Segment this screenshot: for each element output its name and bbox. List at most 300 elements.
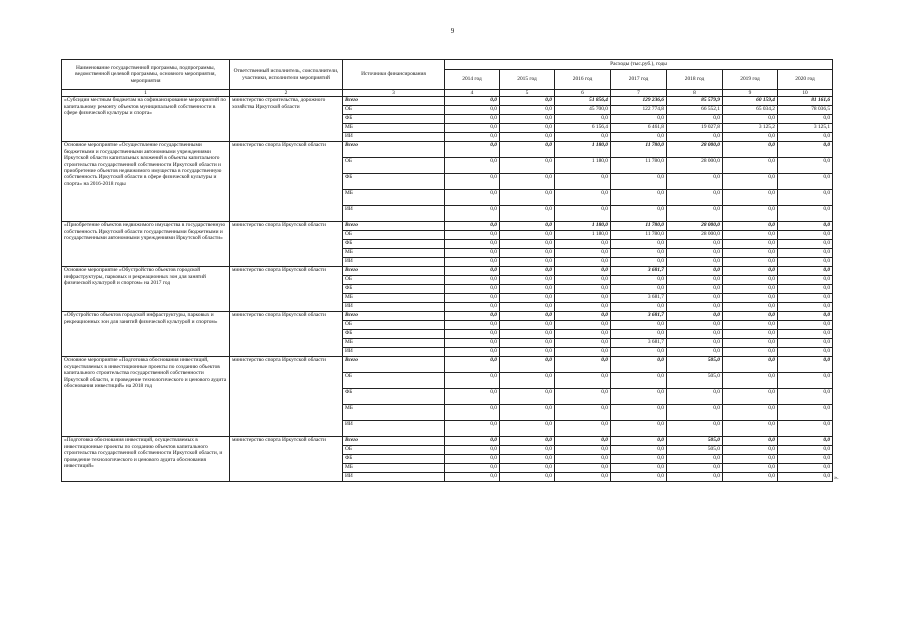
- expense-value: 0,0: [500, 421, 555, 437]
- funding-source: ФБ: [343, 285, 445, 294]
- expense-value: 0,0: [778, 473, 833, 482]
- expense-value: 0,0: [500, 330, 555, 339]
- expense-value: 0,0: [500, 405, 555, 421]
- expense-value: 11 780,0: [611, 222, 667, 231]
- expense-value: 0,0: [555, 357, 611, 373]
- funding-source: Всего: [343, 357, 445, 373]
- header-year: 2017 год: [611, 70, 667, 90]
- expense-value: 3 125,1: [778, 124, 833, 133]
- expense-value: 0,0: [723, 357, 778, 373]
- expense-value: 0,0: [500, 339, 555, 348]
- expense-value: 0,0: [778, 158, 833, 174]
- expense-value: 0,0: [445, 142, 500, 158]
- executor-name: министерство спорта Иркутской области: [230, 312, 343, 357]
- expense-value: 0,0: [500, 142, 555, 158]
- expense-value: 0,0: [500, 389, 555, 405]
- funding-source: МБ: [343, 249, 445, 258]
- activity-name: Основное мероприятие «Осуществление государственными бюджетными и государственными автономными учреждениями Иркутской области капитальных вложений в объекты капитального строительства государственной собственности Иркутской области и приобретение объектов недвижимого имущества в государственную собственность Иркутской области в сфере физической культуры и спорта» на 2016-2018 годы: [62, 142, 230, 222]
- expense-value: 0,0: [723, 258, 778, 267]
- expense-value: 6 156,4: [555, 124, 611, 133]
- expense-value: 3 681,7: [611, 294, 667, 303]
- expense-value: 0,0: [778, 222, 833, 231]
- expense-value: 0,0: [445, 339, 500, 348]
- expense-value: 0,0: [611, 473, 667, 482]
- expense-value: 11 780,0: [611, 231, 667, 240]
- executor-name: министерство спорта Иркутской области: [230, 142, 343, 222]
- expense-value: 0,0: [500, 294, 555, 303]
- expense-value: 0,0: [555, 464, 611, 473]
- expense-value: 0,0: [667, 303, 723, 312]
- expense-value: 0,0: [611, 249, 667, 258]
- expense-value: 0,0: [500, 357, 555, 373]
- funding-source: ФБ: [343, 389, 445, 405]
- expense-value: 0,0: [555, 206, 611, 222]
- funding-source: ОБ: [343, 158, 445, 174]
- expense-value: 0,0: [500, 190, 555, 206]
- expense-value: 0,0: [611, 174, 667, 190]
- expense-value: 0,0: [445, 446, 500, 455]
- expense-value: 3 681,7: [611, 312, 667, 321]
- expense-value: 28 000,0: [667, 231, 723, 240]
- expense-value: 0,0: [667, 421, 723, 437]
- expense-value: 0,0: [778, 258, 833, 267]
- funding-source: Всего: [343, 437, 445, 446]
- expense-value: 0,0: [611, 389, 667, 405]
- expense-value: 0,0: [667, 258, 723, 267]
- expense-value: 0,0: [667, 473, 723, 482]
- expense-value: 0,0: [778, 174, 833, 190]
- expense-value: 0,0: [555, 373, 611, 389]
- funding-source: МБ: [343, 124, 445, 133]
- expense-value: 0,0: [555, 276, 611, 285]
- expense-value: 0,0: [445, 106, 500, 115]
- expense-value: 0,0: [611, 303, 667, 312]
- column-number: 9: [723, 90, 778, 97]
- expense-value: 0,0: [667, 339, 723, 348]
- expense-value: 0,0: [445, 133, 500, 142]
- expense-value: 0,0: [500, 115, 555, 124]
- funding-source: ИИ: [343, 303, 445, 312]
- expense-value: 0,0: [555, 389, 611, 405]
- table-row: [62, 97, 833, 106]
- expense-value: 0,0: [723, 267, 778, 276]
- funding-source: ОБ: [343, 321, 445, 330]
- funding-source: Всего: [343, 142, 445, 158]
- funding-source: ИИ: [343, 133, 445, 142]
- expense-value: 0,0: [667, 389, 723, 405]
- expense-value: 0,0: [445, 190, 500, 206]
- expense-value: 0,0: [611, 206, 667, 222]
- expense-value: 0,0: [555, 240, 611, 249]
- expense-value: 0,0: [778, 115, 833, 124]
- expense-value: 0,0: [778, 357, 833, 373]
- expense-value: 0,0: [500, 276, 555, 285]
- expense-value: 0,0: [555, 303, 611, 312]
- expense-value: 0,0: [500, 124, 555, 133]
- expense-value: 0,0: [555, 339, 611, 348]
- expense-value: 0,0: [611, 373, 667, 389]
- expense-value: 0,0: [555, 174, 611, 190]
- expense-value: 0,0: [778, 446, 833, 455]
- expense-value: 0,0: [667, 312, 723, 321]
- expense-value: 1 180,0: [555, 158, 611, 174]
- expense-value: 60 159,4: [723, 97, 778, 106]
- expense-value: 0,0: [445, 267, 500, 276]
- expense-value: 0,0: [667, 174, 723, 190]
- table-row: [62, 267, 833, 276]
- expense-value: 129 236,6: [611, 97, 667, 106]
- header-year: 2020 год: [778, 70, 833, 90]
- expense-value: 0,0: [611, 357, 667, 373]
- expense-value: 0,0: [778, 294, 833, 303]
- activity-name: «Обустройство объектов городской инфраструктуры, парковых и рекреационных зон для занятий физической культурой и спортом»: [62, 312, 230, 357]
- activity-name: «Подготовка обоснования инвестиций, осуществляемых в инвестиционные проекты по созданию объектов капитального строительства государственной собственности Иркутской области, и проведение технологического и ценового аудита обоснования инвестиций»: [62, 437, 230, 482]
- funding-source: ОБ: [343, 446, 445, 455]
- expense-value: 0,0: [500, 455, 555, 464]
- column-number: 5: [500, 90, 555, 97]
- expense-value: 0,0: [723, 312, 778, 321]
- expense-value: 0,0: [778, 373, 833, 389]
- expense-value: 0,0: [445, 249, 500, 258]
- expense-value: 1 180,0: [555, 222, 611, 231]
- funding-source: Всего: [343, 312, 445, 321]
- expense-value: 0,0: [667, 267, 723, 276]
- header-expenses: Расходы (тыс.руб.), годы: [445, 60, 833, 70]
- expense-value: 0,0: [723, 206, 778, 222]
- funding-source: ФБ: [343, 455, 445, 464]
- expense-value: 0,0: [723, 464, 778, 473]
- expense-value: 0,0: [445, 473, 500, 482]
- funding-source: МБ: [343, 464, 445, 473]
- expense-value: 0,0: [445, 240, 500, 249]
- expense-value: 0,0: [611, 446, 667, 455]
- executor-name: министерство спорта Иркутской области: [230, 357, 343, 437]
- column-number: 4: [445, 90, 500, 97]
- column-number: 8: [667, 90, 723, 97]
- expense-value: 0,0: [667, 190, 723, 206]
- expense-value: 0,0: [723, 330, 778, 339]
- funding-source: МБ: [343, 294, 445, 303]
- expense-value: 19 027,8: [667, 124, 723, 133]
- expense-value: 0,0: [445, 258, 500, 267]
- funding-source: ИИ: [343, 348, 445, 357]
- expense-value: 0,0: [500, 206, 555, 222]
- expense-value: 0,0: [667, 240, 723, 249]
- expense-value: 0,0: [500, 106, 555, 115]
- executor-name: министерство спорта Иркутской области: [230, 267, 343, 312]
- activity-name: Основное мероприятие «Обустройство объектов городской инфраструктуры, парковых и рекреационных зон для занятий физической культурой и спортом» на 2017 год: [62, 267, 230, 312]
- expense-value: 0,0: [778, 330, 833, 339]
- expense-value: 0,0: [723, 473, 778, 482]
- expense-value: 0,0: [500, 174, 555, 190]
- funding-source: ИИ: [343, 206, 445, 222]
- expense-value: 0,0: [611, 464, 667, 473]
- expense-value: 0,0: [445, 373, 500, 389]
- expense-value: 0,0: [723, 389, 778, 405]
- expense-value: 0,0: [667, 294, 723, 303]
- expense-value: 0,0: [445, 303, 500, 312]
- closing-quote-mark: ».: [834, 475, 839, 482]
- expense-value: 0,0: [445, 357, 500, 373]
- expense-value: 78 036,5: [778, 106, 833, 115]
- expense-value: 0,0: [778, 190, 833, 206]
- expense-value: 0,0: [500, 267, 555, 276]
- expense-value: 0,0: [723, 285, 778, 294]
- expense-value: 0,0: [500, 97, 555, 106]
- expense-value: 0,0: [445, 437, 500, 446]
- expense-value: 0,0: [555, 115, 611, 124]
- expense-value: 0,0: [445, 124, 500, 133]
- expense-value: 505,0: [667, 357, 723, 373]
- expense-value: 0,0: [500, 249, 555, 258]
- expense-value: 0,0: [778, 142, 833, 158]
- expense-value: 0,0: [500, 464, 555, 473]
- expense-value: 0,0: [445, 174, 500, 190]
- expense-value: 0,0: [500, 321, 555, 330]
- expense-value: 0,0: [723, 321, 778, 330]
- expense-value: 6 461,8: [611, 124, 667, 133]
- expense-value: 0,0: [555, 312, 611, 321]
- expense-value: 0,0: [555, 294, 611, 303]
- expense-value: 0,0: [778, 348, 833, 357]
- funding-source: ФБ: [343, 115, 445, 124]
- expense-value: 0,0: [723, 339, 778, 348]
- expense-value: 0,0: [667, 348, 723, 357]
- expense-value: 0,0: [667, 285, 723, 294]
- funding-source: ФБ: [343, 330, 445, 339]
- executor-name: министерство строительства, дорожного хозяйства Иркутской области: [230, 97, 343, 142]
- expense-value: 0,0: [555, 348, 611, 357]
- funding-source: ФБ: [343, 174, 445, 190]
- expense-value: 0,0: [445, 312, 500, 321]
- funding-source: ОБ: [343, 373, 445, 389]
- expense-value: 0,0: [723, 158, 778, 174]
- expense-value: 0,0: [555, 405, 611, 421]
- expense-value: 0,0: [723, 421, 778, 437]
- activity-name: «Субсидии местным бюджетам на софинансирование мероприятий по капитальному ремонту объектов муниципальной собственности в сфере физической культуры и спорта»: [62, 97, 230, 142]
- funding-source: МБ: [343, 190, 445, 206]
- expense-value: 0,0: [500, 473, 555, 482]
- expense-value: 0,0: [611, 348, 667, 357]
- expense-value: 28 000,0: [667, 158, 723, 174]
- expense-value: 0,0: [555, 321, 611, 330]
- expense-value: 0,0: [445, 158, 500, 174]
- expense-value: 0,0: [500, 437, 555, 446]
- expense-value: 0,0: [667, 321, 723, 330]
- expense-value: 0,0: [667, 115, 723, 124]
- expense-value: 28 000,0: [667, 222, 723, 231]
- header-year: 2019 год: [723, 70, 778, 90]
- table-header: [62, 60, 833, 97]
- expense-value: 0,0: [778, 405, 833, 421]
- expense-value: 0,0: [500, 446, 555, 455]
- expense-value: 0,0: [445, 231, 500, 240]
- expense-value: 0,0: [778, 455, 833, 464]
- column-number: 3: [343, 90, 445, 97]
- table-row: [62, 312, 833, 321]
- header-year: 2016 год: [555, 70, 611, 90]
- funding-source: ОБ: [343, 231, 445, 240]
- expense-value: 0,0: [500, 258, 555, 267]
- expense-value: 0,0: [555, 437, 611, 446]
- expense-value: 0,0: [611, 421, 667, 437]
- activity-name: Основное мероприятие «Подготовка обоснования инвестиций, осуществляемых в инвестиционные проекты по созданию объектов капитального строительства государственной собственности Иркутской области, и проведение технологического и ценового аудита обоснования инвестиций» на 2018 год: [62, 357, 230, 437]
- expense-value: 0,0: [555, 267, 611, 276]
- expense-value: 0,0: [723, 348, 778, 357]
- executor-name: министерство спорта Иркутской области: [230, 437, 343, 482]
- expense-value: 0,0: [611, 258, 667, 267]
- expense-value: 1 180,0: [555, 231, 611, 240]
- expense-value: 0,0: [723, 303, 778, 312]
- funding-source: Всего: [343, 222, 445, 231]
- expense-value: 0,0: [445, 389, 500, 405]
- expense-value: 0,0: [667, 276, 723, 285]
- expense-value: 0,0: [445, 405, 500, 421]
- expense-value: 3 125,2: [723, 124, 778, 133]
- expense-value: 0,0: [555, 473, 611, 482]
- table-row: [62, 437, 833, 446]
- expense-value: 0,0: [445, 421, 500, 437]
- column-number: 7: [611, 90, 667, 97]
- expense-value: 0,0: [723, 437, 778, 446]
- expense-value: 0,0: [778, 206, 833, 222]
- expense-value: 3 681,7: [611, 267, 667, 276]
- expense-value: 0,0: [555, 455, 611, 464]
- column-number: 6: [555, 90, 611, 97]
- expense-value: 0,0: [723, 142, 778, 158]
- expense-value: 0,0: [778, 321, 833, 330]
- column-number: 1: [62, 90, 230, 97]
- expense-value: 1 180,0: [555, 142, 611, 158]
- funding-source: МБ: [343, 405, 445, 421]
- header-year: 2015 год: [500, 70, 555, 90]
- expense-value: 0,0: [778, 249, 833, 258]
- column-number: 10: [778, 90, 833, 97]
- header-program: Наименование государственной программы, подпрограммы, ведомственной целевой программы, основного мероприятия, мероприятия: [62, 60, 230, 90]
- funding-source: Всего: [343, 267, 445, 276]
- expense-value: 0,0: [445, 294, 500, 303]
- expense-value: 0,0: [445, 115, 500, 124]
- expense-value: 0,0: [778, 231, 833, 240]
- funding-source: Всего: [343, 97, 445, 106]
- expense-value: 0,0: [723, 373, 778, 389]
- expense-value: 0,0: [611, 190, 667, 206]
- expense-value: 0,0: [500, 285, 555, 294]
- expense-value: 0,0: [778, 437, 833, 446]
- expense-value: 0,0: [500, 312, 555, 321]
- activity-name: «Приобретение объектов недвижимого имущества в государственную собственность Иркутской области государственными бюджетными и государственными автономными учреждениями Иркутской области»: [62, 222, 230, 267]
- expense-value: 0,0: [445, 97, 500, 106]
- expense-value: 505,0: [667, 437, 723, 446]
- expense-value: 0,0: [611, 276, 667, 285]
- expense-value: 28 000,0: [667, 142, 723, 158]
- expense-value: 51 856,4: [555, 97, 611, 106]
- table-row: [62, 142, 833, 158]
- expense-value: 65 034,2: [723, 106, 778, 115]
- funding-source: МБ: [343, 339, 445, 348]
- expense-value: 0,0: [611, 321, 667, 330]
- expense-value: 0,0: [445, 455, 500, 464]
- header-executor: Ответственный исполнитель, соисполнители, участники, исполнители мероприятий: [230, 60, 343, 90]
- expense-value: 0,0: [555, 249, 611, 258]
- expense-value: 11 780,0: [611, 142, 667, 158]
- expense-value: 0,0: [445, 276, 500, 285]
- expense-value: 0,0: [723, 405, 778, 421]
- page-number: 9: [450, 27, 455, 35]
- expense-value: 0,0: [778, 276, 833, 285]
- expense-value: 0,0: [723, 294, 778, 303]
- expense-value: 0,0: [445, 464, 500, 473]
- expense-value: 0,0: [445, 285, 500, 294]
- funding-source: ИИ: [343, 258, 445, 267]
- expense-value: 66 552,1: [667, 106, 723, 115]
- expense-value: 0,0: [500, 222, 555, 231]
- expense-value: 0,0: [555, 258, 611, 267]
- expense-value: 0,0: [611, 405, 667, 421]
- expense-value: 0,0: [723, 222, 778, 231]
- expense-value: 505,0: [667, 373, 723, 389]
- expense-value: 0,0: [445, 330, 500, 339]
- column-number: 2: [230, 90, 343, 97]
- expense-value: 0,0: [723, 133, 778, 142]
- expense-value: 0,0: [555, 330, 611, 339]
- funding-source: ОБ: [343, 276, 445, 285]
- expense-value: 0,0: [667, 330, 723, 339]
- expense-value: 505,0: [667, 446, 723, 455]
- expense-value: 0,0: [500, 303, 555, 312]
- expense-value: 0,0: [667, 455, 723, 464]
- expense-value: 0,0: [445, 348, 500, 357]
- expense-value: 0,0: [778, 464, 833, 473]
- expense-value: 0,0: [555, 421, 611, 437]
- expense-value: 85 579,9: [667, 97, 723, 106]
- expense-value: 0,0: [445, 206, 500, 222]
- expense-value: 0,0: [667, 133, 723, 142]
- expense-value: 0,0: [778, 389, 833, 405]
- expense-value: 81 161,6: [778, 97, 833, 106]
- expense-value: 0,0: [723, 174, 778, 190]
- expense-value: 0,0: [778, 312, 833, 321]
- expense-value: 0,0: [723, 240, 778, 249]
- expense-value: 0,0: [723, 249, 778, 258]
- expense-value: 0,0: [778, 421, 833, 437]
- expense-value: 0,0: [723, 276, 778, 285]
- expense-value: 0,0: [611, 455, 667, 464]
- table-row: [62, 357, 833, 373]
- expense-value: 0,0: [778, 133, 833, 142]
- expense-value: 0,0: [778, 240, 833, 249]
- expense-value: 0,0: [555, 133, 611, 142]
- expense-value: 0,0: [723, 190, 778, 206]
- expense-value: 122 774,8: [611, 106, 667, 115]
- expense-value: 0,0: [611, 240, 667, 249]
- expense-value: 0,0: [611, 285, 667, 294]
- expense-value: 0,0: [611, 133, 667, 142]
- expense-value: 0,0: [500, 348, 555, 357]
- expense-value: 0,0: [778, 267, 833, 276]
- expense-value: 0,0: [611, 115, 667, 124]
- expense-value: 0,0: [723, 446, 778, 455]
- expense-value: 0,0: [778, 303, 833, 312]
- header-source: Источники финансирования: [343, 60, 445, 90]
- expense-value: 0,0: [555, 285, 611, 294]
- expense-value: 11 780,0: [611, 158, 667, 174]
- expense-value: 0,0: [723, 231, 778, 240]
- expense-value: 0,0: [500, 133, 555, 142]
- expense-value: 0,0: [500, 158, 555, 174]
- expense-value: 0,0: [500, 231, 555, 240]
- expense-value: 0,0: [500, 240, 555, 249]
